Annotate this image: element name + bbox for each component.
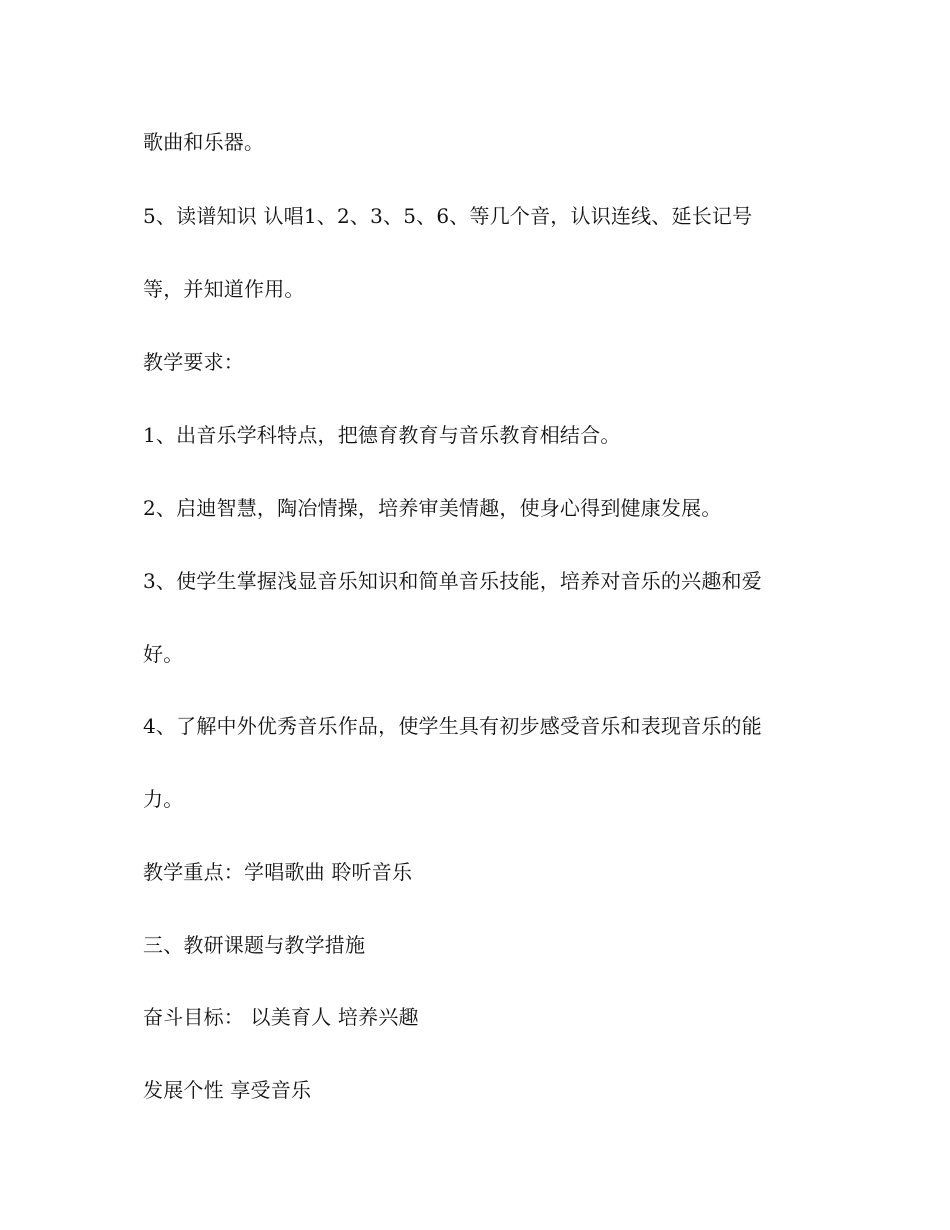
section-heading-research-topic: 三、教研课题与教学措施 [143,933,366,957]
text-line-8: 好。 [143,642,184,666]
teaching-focus-line: 教学重点：学唱歌曲 聆听音乐 [143,860,413,884]
text-line-7: 3、使学生掌握浅显音乐知识和简单音乐技能，培养对音乐的兴趣和爱 [143,569,762,593]
text-line-5: 1、出音乐学科特点，把德育教育与音乐教育相结合。 [143,423,621,447]
text-line-1: 歌曲和乐器。 [143,130,265,154]
goal-line-continued: 发展个性 享受音乐 [143,1078,312,1102]
section-heading-teaching-requirements: 教学要求： [143,350,244,374]
text-line-2: 5、读谱知识 认唱1、2、3、5、6、等几个音，认识连线、延长记号 [143,204,753,228]
goal-line: 奋斗目标： 以美育人 培养兴趣 [143,1005,419,1029]
text-line-9: 4、了解中外优秀音乐作品，使学生具有初步感受音乐和表现音乐的能 [143,714,762,738]
text-line-10: 力。 [143,787,184,811]
text-line-6: 2、启迪智慧，陶冶情操，培养审美情趣，使身心得到健康发展。 [143,496,722,520]
text-line-3: 等，并知道作用。 [143,277,305,301]
